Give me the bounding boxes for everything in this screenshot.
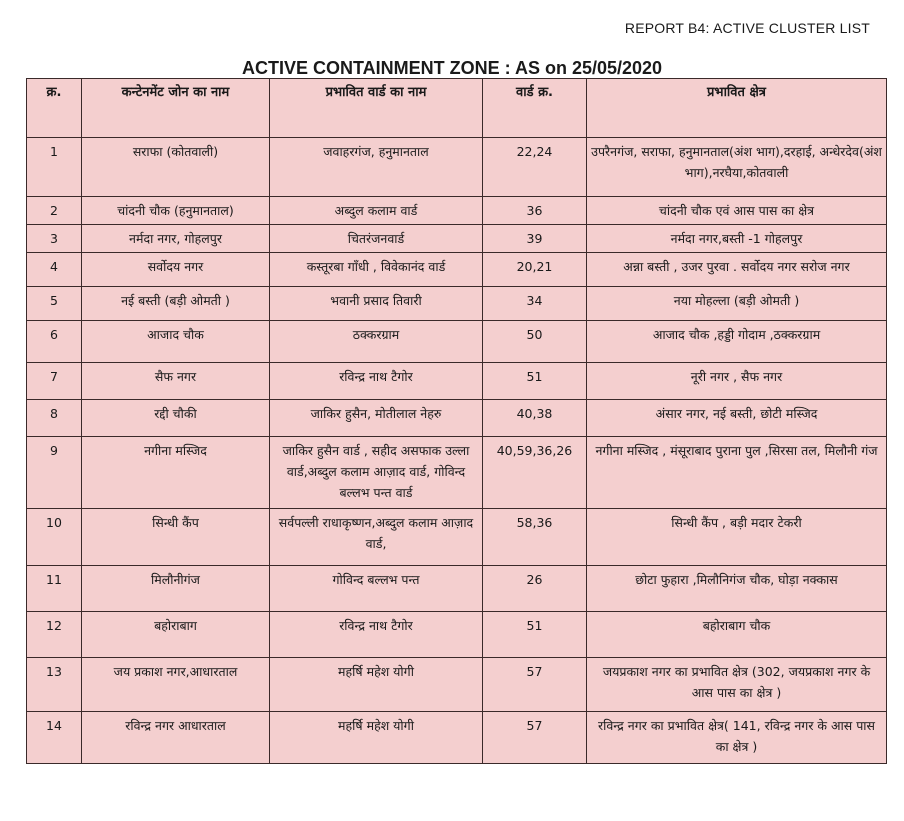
cell-area: छोटा फुहारा ,मिलौनिगंज चौक, घोड़ा नक्कास	[587, 566, 887, 612]
cell-zone: आजाद चौक	[82, 321, 270, 363]
table-row	[27, 566, 887, 612]
cell-ward-no: 40,59,36,26	[483, 437, 587, 509]
table-row	[27, 363, 887, 400]
cell-ward: जाकिर हुसैन, मोतीलाल नेहरु	[270, 400, 483, 437]
cell-ward: अब्दुल कलाम वार्ड	[270, 197, 483, 225]
cell-area: अंसार नगर, नई बस्ती, छोटी मस्जिद	[587, 400, 887, 437]
cell-area: नया मोहल्ला (बड़ी ओमती )	[587, 287, 887, 321]
cell-zone: रविन्द्र नगर आधारताल	[82, 712, 270, 764]
cell-area: सिन्धी कैंप , बड़ी मदार टेकरी	[587, 509, 887, 566]
cell-zone: रद्दी चौकी	[82, 400, 270, 437]
cell-ward: भवानी प्रसाद तिवारी	[270, 287, 483, 321]
cell-sn: 10	[27, 509, 82, 566]
cell-area: नर्मदा नगर,बस्ती -1 गोहलपुर	[587, 225, 887, 253]
cell-sn: 14	[27, 712, 82, 764]
cell-sn: 4	[27, 253, 82, 287]
cell-zone: नई बस्ती (बड़ी ओमती )	[82, 287, 270, 321]
cell-ward-no: 36	[483, 197, 587, 225]
cell-zone: मिलौनीगंज	[82, 566, 270, 612]
table-row	[27, 712, 887, 764]
cell-ward: महर्षि महेश योगी	[270, 658, 483, 712]
page-title	[0, 58, 904, 79]
col-header-zone: कन्टेनमेंट जोन का नाम	[82, 79, 270, 138]
table-row	[27, 197, 887, 225]
table-row	[27, 253, 887, 287]
cell-sn: 12	[27, 612, 82, 658]
cell-area: बहोराबाग चौक	[587, 612, 887, 658]
cell-ward-no: 51	[483, 612, 587, 658]
report-label: REPORT B4: ACTIVE CLUSTER LIST	[624, 20, 870, 36]
cell-ward: जाकिर हुसैन वार्ड , सहीद असफाक उल्ला वार्ड,अब्दुल कलाम आज़ाद वार्ड, गोविन्द बल्लभ पन्त वार्ड	[270, 437, 483, 509]
table-row	[27, 321, 887, 363]
table-row	[27, 612, 887, 658]
cell-area: नगीना मस्जिद , मंसूराबाद पुराना पुल ,सिरसा तल, मिलौनी गंज	[587, 437, 887, 509]
cell-sn: 2	[27, 197, 82, 225]
cell-zone: सिन्धी कैंप	[82, 509, 270, 566]
cell-area: आजाद चौक ,हड्डी गोदाम ,ठक्करग्राम	[587, 321, 887, 363]
table-row	[27, 287, 887, 321]
table-row	[27, 138, 887, 197]
cell-zone: नर्मदा नगर, गोहलपुर	[82, 225, 270, 253]
cell-area: चांदनी चौक एवं आस पास का क्षेत्र	[587, 197, 887, 225]
cell-ward-no: 39	[483, 225, 587, 253]
cell-sn: 5	[27, 287, 82, 321]
cell-ward-no: 50	[483, 321, 587, 363]
table-row	[27, 400, 887, 437]
cell-zone: जय प्रकाश नगर,आधारताल	[82, 658, 270, 712]
cell-zone: सर्वोदय नगर	[82, 253, 270, 287]
cell-sn: 11	[27, 566, 82, 612]
cell-zone: सराफा (कोतवाली)	[82, 138, 270, 197]
cell-ward: जवाहरगंज, हनुमानताल	[270, 138, 483, 197]
cell-ward: महर्षि महेश योगी	[270, 712, 483, 764]
cell-ward-no: 57	[483, 658, 587, 712]
cell-sn: 6	[27, 321, 82, 363]
cell-zone: बहोराबाग	[82, 612, 270, 658]
cell-zone: नगीना मस्जिद	[82, 437, 270, 509]
cell-ward-no: 57	[483, 712, 587, 764]
table-row	[27, 437, 887, 509]
cell-ward-no: 20,21	[483, 253, 587, 287]
cell-ward-no: 22,24	[483, 138, 587, 197]
cell-zone: चांदनी चौक (हनुमानताल)	[82, 197, 270, 225]
cell-sn: 1	[27, 138, 82, 197]
cell-ward-no: 26	[483, 566, 587, 612]
cell-sn: 3	[27, 225, 82, 253]
cell-ward: रविन्द्र नाथ टैगोर	[270, 612, 483, 658]
cell-ward-no: 40,38	[483, 400, 587, 437]
table-header-row	[27, 79, 887, 138]
cell-sn: 7	[27, 363, 82, 400]
cell-zone: सैफ नगर	[82, 363, 270, 400]
cell-sn: 13	[27, 658, 82, 712]
table-row	[27, 225, 887, 253]
title-text: ACTIVE CONTAINMENT ZONE : AS on 25/05/2020	[241, 58, 663, 78]
cell-ward: गोविन्द बल्लभ पन्त	[270, 566, 483, 612]
cell-ward-no: 58,36	[483, 509, 587, 566]
cell-area: नूरी नगर , सैफ नगर	[587, 363, 887, 400]
col-header-ward: प्रभावित वार्ड का नाम	[270, 79, 483, 138]
cell-area: रविन्द्र नगर का प्रभावित क्षेत्र( 141, रविन्द्र नगर के आस पास का क्षेत्र )	[587, 712, 887, 764]
cell-area: उपरैनगंज, सराफा, हनुमानताल(अंश भाग),दरहाई, अन्धेरदेव(अंश भाग),नरघैया,कोतवाली	[587, 138, 887, 197]
cell-area: अन्ना बस्ती , उजर पुरवा . सर्वोदय नगर सरोज नगर	[587, 253, 887, 287]
col-header-sn: क्र.	[27, 79, 82, 138]
cell-ward: कस्तूरबा गाँधी , विवेकानंद वार्ड	[270, 253, 483, 287]
cell-ward-no: 34	[483, 287, 587, 321]
table-row	[27, 509, 887, 566]
table-row	[27, 658, 887, 712]
cell-ward: सर्वपल्ली राधाकृष्णन,अब्दुल कलाम आज़ाद वार्ड,	[270, 509, 483, 566]
cell-ward: ठक्करग्राम	[270, 321, 483, 363]
col-header-ward-no: वार्ड क्र.	[483, 79, 587, 138]
containment-zone-table	[26, 78, 887, 764]
cell-ward: चितरंजनवार्ड	[270, 225, 483, 253]
cell-sn: 9	[27, 437, 82, 509]
cell-sn: 8	[27, 400, 82, 437]
cell-ward: रविन्द्र नाथ टैगोर	[270, 363, 483, 400]
cell-area: जयप्रकाश नगर का प्रभावित क्षेत्र (302, जयप्रकाश नगर के आस पास का क्षेत्र )	[587, 658, 887, 712]
cell-ward-no: 51	[483, 363, 587, 400]
col-header-area: प्रभावित क्षेत्र	[587, 79, 887, 138]
